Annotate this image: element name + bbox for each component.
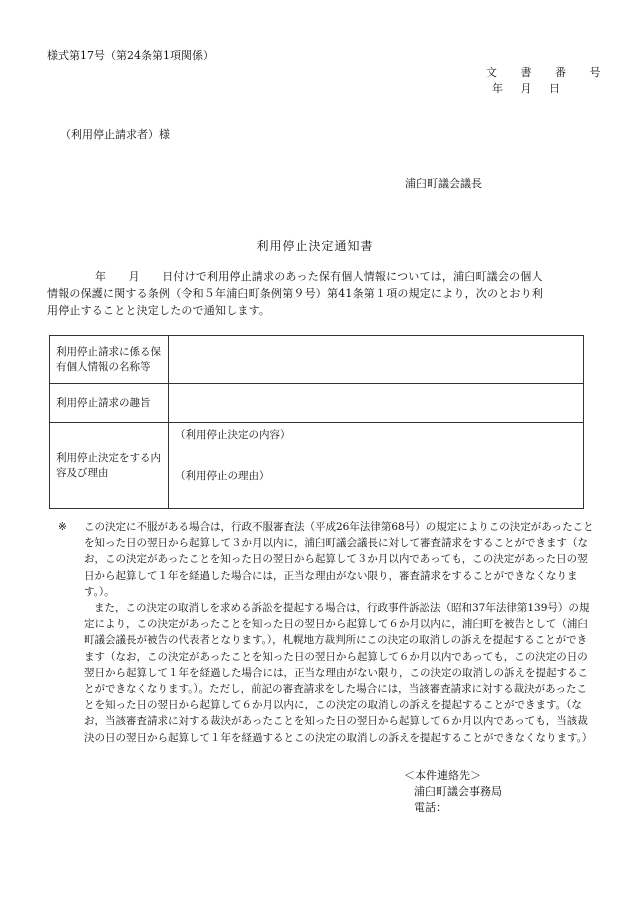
note-mark: ※: [58, 521, 67, 533]
notice-paragraph-1: この決定に不服がある場合は，行政不服審査法（平成26年法律第68号）の規定によりこの決定があったことを知った日の翌日から起算して３か月以内に，浦臼町議会議長に対して審査請求をすることができます（なお，この決定があったことを知った日の翌日から起算して３か月以内であっても，この決定があった日の翌日から起算して１年を経過した場合には，正当な理由がない限り，審査請求をすることができなくなります。）。: [84, 521, 594, 598]
row-label-purpose: 利用停止請求の趣旨: [50, 384, 169, 423]
intro-paragraph: [47, 268, 597, 319]
contact-office: 浦臼町議会事務局: [414, 785, 502, 798]
table-row: [50, 384, 584, 423]
intro-line-3: 用停止することと決定したので通知します。: [47, 304, 271, 317]
sender: 浦臼町議会議長: [405, 177, 482, 190]
contact-heading: ＜本件連絡先＞: [404, 769, 481, 782]
contact-block: [404, 768, 502, 816]
decision-content-label: （利用停止決定の内容）: [175, 429, 291, 441]
form-number: 様式第17号（第24条第1項関係）: [47, 49, 214, 62]
row-value-decision: [169, 423, 584, 509]
row-label-info-name: 利用停止請求に係る保有個人情報の名称等: [50, 336, 169, 384]
table-row: [50, 423, 584, 509]
row-label-decision: 利用停止決定をする内容及び理由: [50, 423, 169, 509]
date-label: 年 月 日: [492, 82, 560, 95]
table-row: [50, 336, 584, 384]
info-table: [49, 335, 584, 509]
intro-line-2: 情報の保護に関する条例（令和５年浦臼町条例第９号）第41条第１項の規定により，次のとおり利: [47, 287, 543, 300]
addressee: （利用停止請求者）様: [60, 128, 170, 141]
decision-reason-label: （利用停止の理由）: [175, 470, 270, 482]
contact-phone-label: 電話：: [414, 801, 447, 814]
notice-paragraph-2: また，この決定の取消しを求める訴訟を提起する場合は，行政事件訴訟法（昭和37年法律第139号）の規定により，この決定があったことを知った日の翌日から起算して６か月以内に，浦臼町を被告として（浦臼町議会議長が被告の代表者となります。），札幌地方裁判所にこの決定の取消しの訴えを提起することができます（なお，この決定があったことを知った日の翌日から起算して６か月以内であっても，この決定の日の翌日から起算して１年を経過した場合には，正当な理由がない限り，この決定の取消しの訴えを提起することができなくなります。）。ただし，前記の審査請求をした場合には，当該審査請求に対する裁決があったことを知った日の翌日から起算して６か月以内に，この決定の取消しの訴えを提起することができます。（なお，当該審査請求に対する裁決があったことを知った日の翌日から起算して６か月以内であっても，当該裁決の日の翌日から起算して１年を経過するとこの決定の取消しの訴えを提起することができなくなります。）: [84, 602, 593, 744]
row-value-purpose: [169, 384, 584, 423]
intro-line-1: 年 月 日付けで利用停止請求のあった保有個人情報については，浦臼町議会の個人: [95, 270, 543, 283]
row-value-info-name: [169, 336, 584, 384]
document-title: 利用停止決定通知書: [256, 239, 374, 253]
appeal-notice: [58, 519, 596, 746]
document-number-label: 文 書 番 号: [486, 66, 611, 79]
